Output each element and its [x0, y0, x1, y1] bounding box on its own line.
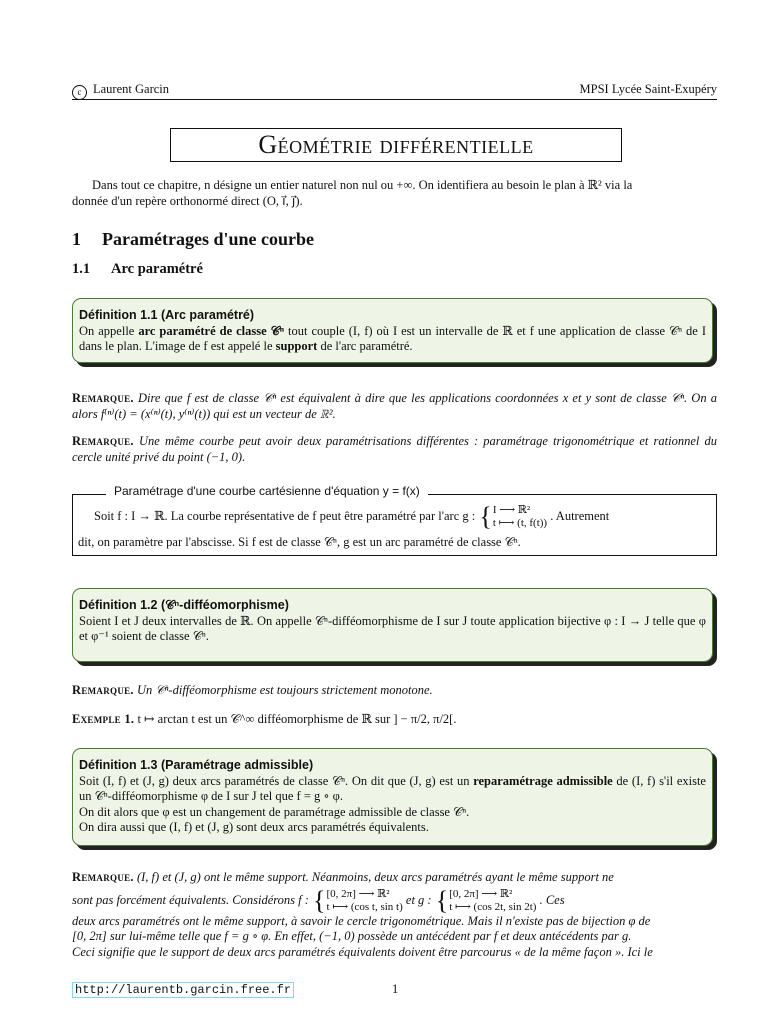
brace-symbol: {	[479, 502, 492, 531]
page-number: 1	[392, 982, 399, 996]
section-heading	[72, 229, 314, 250]
cases-block	[493, 504, 547, 530]
definition-line: On dira aussi que (I, f) et (J, g) sont deux arcs paramétrés équivalents.	[79, 820, 429, 834]
copyright-icon: c	[72, 85, 87, 100]
frame-line-2: dit, on paramètre par l'abscisse. Si f est de classe 𝒞ⁿ, g est un arc paramétré de classe 𝒞ⁿ.	[78, 535, 521, 549]
remark-line	[72, 870, 717, 886]
remark-text: Une même courbe peut avoir deux paramétrisations différentes : paramétrage trigonométrique et rationnel du cercle unité privé du point (−1, 0).	[72, 434, 718, 464]
def-bold-term: arc paramétré de classe 𝒞ⁿ	[138, 323, 285, 338]
header-school: MPSI Lycée Saint-Exupéry	[579, 82, 717, 96]
remark-line: deux arcs paramétrés ont le même support, à savoir le cercle trigonométrique. Mais il n'existe pas de bijection φ de	[72, 913, 651, 928]
header-author	[72, 82, 169, 100]
remark-2	[72, 434, 717, 465]
case-line: t ⟼ (t, f(t))	[492, 517, 548, 529]
brace-symbol: {	[435, 885, 449, 915]
definition-title: Définition 1.2 (𝒞ⁿ-difféomorphisme)	[79, 598, 289, 612]
example-text: t ↦ arctan t est un 𝒞^∞ difféomorphisme de ℝ sur ] − π/2, π/2[.	[137, 712, 457, 726]
remark-3	[72, 683, 717, 699]
example-1	[72, 712, 717, 728]
intro-line-2: donnée d'un repère orthonormé direct (O, i⃗, j⃗).	[72, 193, 303, 208]
remark-label: Remarque.	[72, 683, 134, 697]
definition-box-1-3	[72, 748, 713, 846]
definition-text	[79, 324, 706, 355]
subsection-title: Arc paramétré	[111, 261, 203, 277]
footer-url-link[interactable]: http://laurentb.garcin.free.fr	[72, 982, 294, 998]
remark-text: Dire que f est de classe 𝒞ⁿ est équivalent à dire que les applications coordonnées x et y sont de classe 𝒞ⁿ. On a alors f⁽ⁿ⁾(t) = (x⁽ⁿ⁾(t), y⁽ⁿ⁾(t)) qui est un vecteur de ℝ².	[72, 391, 718, 421]
remark-label: Remarque.	[72, 434, 134, 448]
remark-line: Ceci signifie que le support de deux arcs paramétrés équivalents doivent être parcourus « de la même façon ». Ici le	[72, 944, 653, 959]
remark-line	[72, 885, 717, 915]
definition-text	[79, 774, 706, 805]
def-text-part: tout couple (I, f) où I est un intervalle de ℝ et f une application de classe 𝒞ⁿ de I dans le plan. L'image de f est appelé le	[79, 323, 706, 353]
example-label: Exemple 1.	[72, 712, 135, 726]
remark-1	[72, 391, 717, 422]
method-frame-title: Paramétrage d'une courbe cartésienne d'équation y = f(x)	[106, 484, 428, 498]
definition-text: Soient I et J deux intervalles de ℝ. On appelle 𝒞ⁿ-difféomorphisme de I sur J toute application bijective φ : I → J telle que φ et φ⁻¹ soient de classe 𝒞ⁿ.	[79, 613, 706, 643]
frame-line-1	[94, 504, 714, 530]
intro-line-1: Dans tout ce chapitre, n désigne un entier naturel non nul ou +∞. On identifiera au besoin le plan à ℝ² via la	[92, 178, 633, 192]
remark-label: Remarque.	[72, 391, 134, 405]
def-text-part: On appelle	[79, 323, 139, 338]
author-name: Laurent Garcin	[93, 82, 170, 96]
cases-block	[327, 888, 403, 914]
section-number: 1	[72, 229, 81, 249]
def-text-part: de (I, f) s'il existe un 𝒞ⁿ-difféomorphisme φ de I sur J tel que f = g ∘ φ.	[79, 773, 706, 803]
cases-block	[449, 888, 536, 914]
title-frame	[170, 128, 622, 162]
definition-title: Définition 1.1 (Arc paramétré)	[79, 308, 255, 322]
remark-label: Remarque.	[72, 870, 134, 884]
def-bold-term: reparamétrage admissible	[473, 773, 613, 788]
definition-line: On dit alors que φ est un changement de paramétrage admissible de classe 𝒞ⁿ.	[79, 804, 470, 819]
frame-text: . Autrement	[550, 508, 610, 523]
remark-text: et g :	[405, 892, 432, 907]
frame-text: Soit f : I → ℝ. La courbe représentative de f peut être paramétré par l'arc g :	[94, 508, 476, 523]
remark-line: [0, 2π] sur lui-même telle que f = g ∘ φ. En effet, (−1, 0) possède un antécédent par f et deux antécédents par g.	[72, 929, 632, 943]
page-title: Géométrie différentielle	[258, 130, 534, 159]
definition-title: Définition 1.3 (Paramétrage admissible)	[79, 758, 314, 772]
remark-text: . Ces	[539, 892, 565, 907]
case-line: t ⟼ (cos 2t, sin 2t)	[449, 900, 537, 913]
subsection-number: 1.1	[72, 261, 91, 277]
subsection-heading	[72, 261, 203, 278]
remark-text: (I, f) et (J, g) ont le même support. Néanmoins, deux arcs paramétrés ayant le même support ne	[136, 870, 614, 884]
remark-4	[72, 870, 717, 960]
brace-symbol: {	[313, 885, 326, 915]
case-line: [0, 2π] ⟶ ℝ²	[449, 887, 513, 900]
case-line: I ⟶ ℝ²	[492, 504, 531, 516]
def-text-part: de l'arc paramétré.	[317, 339, 413, 353]
section-title: Paramétrages d'une courbe	[102, 229, 314, 249]
def-text-part: Soit (I, f) et (J, g) deux arcs paramétrés de classe 𝒞ⁿ. On dit que (J, g) est un	[79, 773, 474, 788]
def-bold-term: support	[275, 339, 318, 353]
header-rule	[72, 99, 717, 100]
case-line: t ⟼ (cos t, sin t)	[326, 900, 403, 913]
remark-text: Un 𝒞ⁿ-difféomorphisme est toujours strictement monotone.	[136, 683, 433, 697]
definition-box-1-2	[72, 588, 713, 662]
case-line: [0, 2π] ⟶ ℝ²	[326, 887, 390, 900]
definition-box-1-1	[72, 298, 713, 363]
intro-paragraph	[72, 178, 717, 209]
remark-text: sont pas forcément équivalents. Considérons f :	[72, 892, 309, 907]
